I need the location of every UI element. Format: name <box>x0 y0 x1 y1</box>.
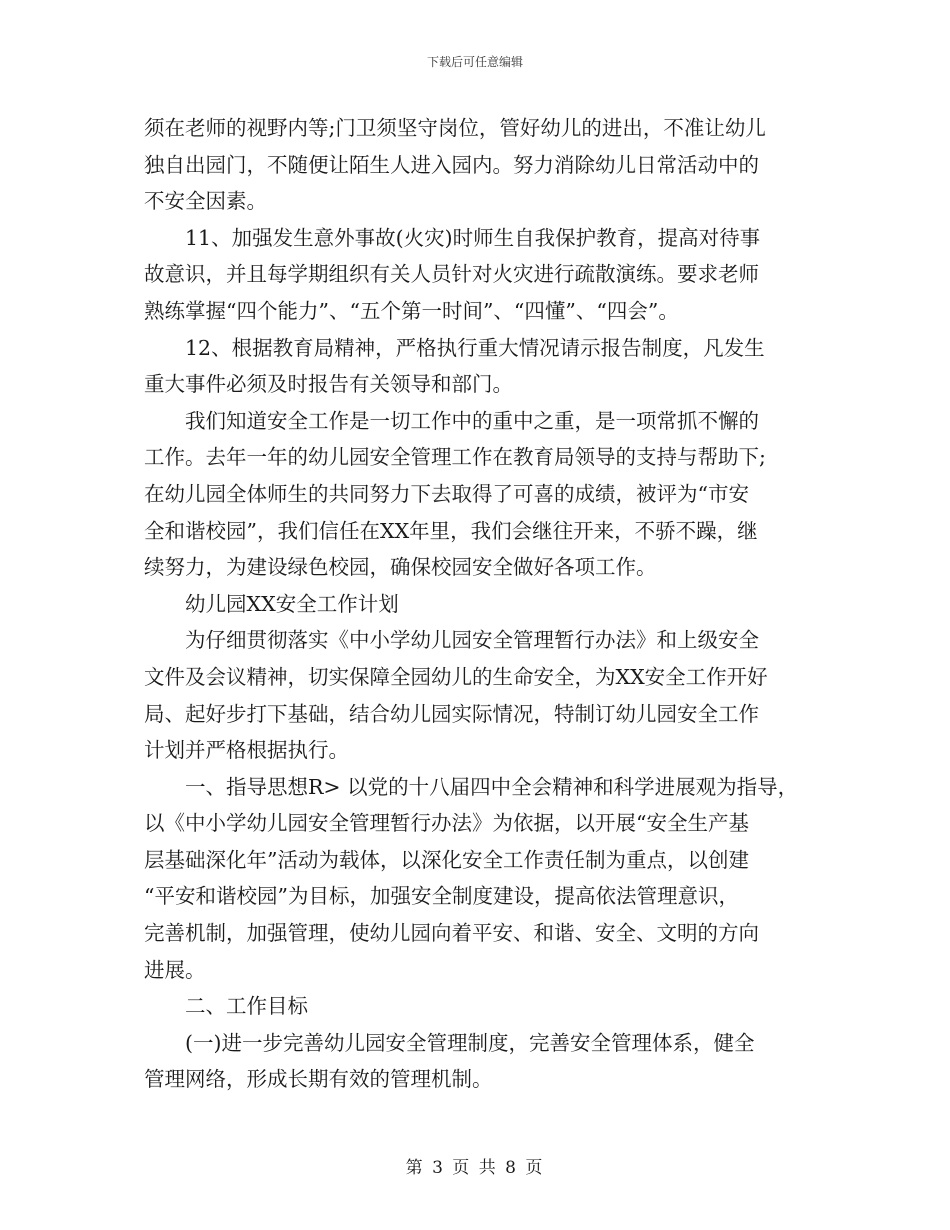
text-line: 故意识，并且每学期组织有关人员针对火灾进行疏散演练。要求老师 <box>144 262 759 287</box>
text-line: 局、起好步打下基础，结合幼儿园实际情况，特制订幼儿园安全工作 <box>144 701 759 726</box>
text-line: 须在老师的视野内等;门卫须坚守岗位，管好幼儿的进出，不准让幼儿 <box>144 116 766 140</box>
text-line: 层基础深化年”活动为载体，以深化安全工作责任制为重点，以创建 <box>144 847 749 872</box>
page-footer: 第 3 页 共 8 页 <box>405 1158 545 1178</box>
text-line: “平安和谐校园”为目标，加强安全制度建设，提高依法管理意识， <box>144 884 739 909</box>
text-line: 不安全因素。 <box>144 189 267 214</box>
text-line: 工作。去年一年的幼儿园安全管理工作在教育局领导的支持与帮助下; <box>144 445 766 470</box>
text-line: 在幼儿园全体师生的共同努力下去取得了可喜的成绩，被评为“市安 <box>144 481 749 506</box>
text-line: 一、指导思想R> 以党的十八届四中全会精神和科学进展观为指导， <box>185 774 799 799</box>
text-line: 文件及会议精神，切实保障全园幼儿的生命安全，为XX安全工作开好 <box>144 664 768 689</box>
text-line: 幼儿园XX安全工作计划 <box>185 591 399 616</box>
page-header: 下载后可任意编辑 <box>426 55 523 69</box>
text-line: 12、根据教育局精神，严格执行重大情况请示报告制度，凡发生 <box>185 335 765 360</box>
text-line: 熟练掌握“四个能力”、“五个第一时间”、“四懂”、“四会”。 <box>144 298 679 323</box>
text-line: 完善机制，加强管理，使幼儿园向着平安、和谐、安全、文明的方向 <box>144 921 759 946</box>
text-line: 独自出园门，不随便让陌生人进入园内。努力消除幼儿日常活动中的 <box>144 152 759 177</box>
text-line: (一)进一步完善幼儿园安全管理制度，完善安全管理体系，健全 <box>185 1030 755 1055</box>
document-body <box>144 110 834 1098</box>
text-line: 为仔细贯彻落实《中小学幼儿园安全管理暂行办法》和上级安全 <box>185 628 759 653</box>
text-line: 重大事件必须及时报告有关领导和部门。 <box>144 372 513 397</box>
text-line: 续努力，为建设绿色校园，确保校园安全做好各项工作。 <box>144 555 657 580</box>
text-line: 11、加强发生意外事故(火灾)时师生自我保护教育，提高对待事 <box>185 225 761 250</box>
text-line: 管理网络，形成长期有效的管理机制。 <box>144 1067 493 1092</box>
text-line: 计划并严格根据执行。 <box>144 738 349 763</box>
text-line: 我们知道安全工作是一切工作中的重中之重，是一项常抓不懈的 <box>185 408 759 433</box>
text-line: 二、工作目标 <box>185 994 308 1019</box>
text-line: 以《中小学幼儿园安全管理暂行办法》为依据，以开展“安全生产基 <box>144 811 749 836</box>
text-line: 进展。 <box>144 957 206 982</box>
text-line: 全和谐校园”，我们信任在XX年里，我们会继往开来，不骄不躁，继 <box>144 518 758 543</box>
